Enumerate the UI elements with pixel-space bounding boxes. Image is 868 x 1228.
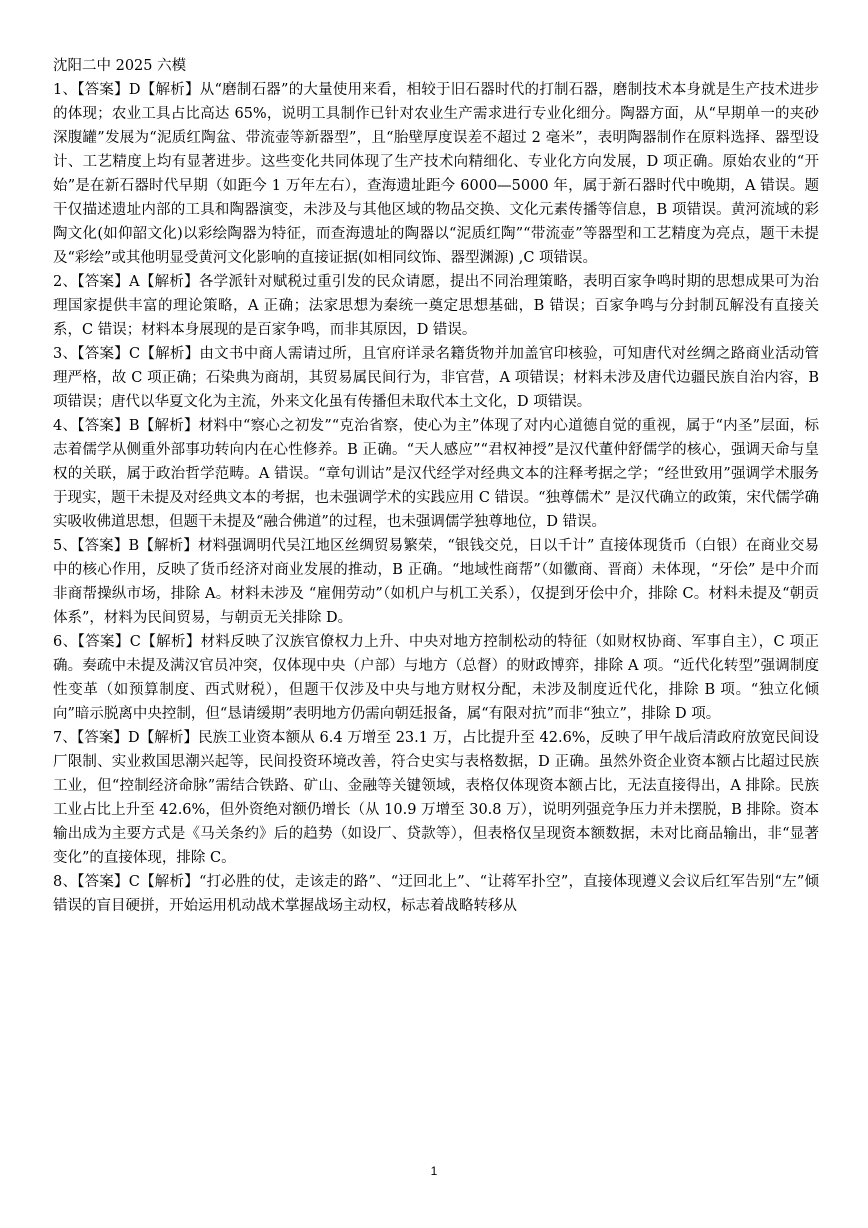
answer-paragraph-7: 7、【答案】D【解析】民族工业资本额从 6.4 万增至 23.1 万，占比提升至 42.6%，反映了甲午战后清政府放宽民间设厂限制、实业救国思潮兴起等，民间投资环境改善，符合史实与表格数据，D 正确。虽然外资企业资本额占比超过民族工业，但“控制经济命脉”需结合铁路、矿山、金融等关键领域，表格仅体现资本额占比，无法直接得出，A 排除。民族工业占比上升至 42.6%，但外资绝对额仍增长（从 10.9 万增至 30.8 万），说明列强竞争压力并未摆脱，B 排除。资本输出成为主要方式是《马关条约》后的趋势（如设厂、贷款等），但表格仅呈现资本额数据，未对比商品输出，非“显著变化”的直接体现，排除 C。 (53, 730, 819, 866)
answer-paragraph-5: 5、【答案】B【解析】材料强调明代吴江地区丝绸贸易繁荣，“银钱交兑，日以千计” 直接体现货币（白银）在商业交易中的核心作用，反映了货币经济对商业发展的推动，B 正确。“地域性商帮”（如徽商、晋商）未体现，“牙侩” 是中介而非商帮操纵市场，排除 A。材料未涉及 “雇佣劳动”（如机户与机工关系），仅提到牙侩中介，排除 C。材料未提及“朝贡体系”，材料为民间贸易，与朝贡无关排除 D。 (53, 538, 819, 626)
answer-paragraph-8: 8、【答案】C【解析】“打必胜的仗，走该走的路”、“迂回北上”、“让蒋军扑空”，直接体现遵义会议后红军告别“左”倾错误的盲目硬拼，开始运用机动战术掌握战场主动权，标志着战略转移从 (53, 874, 819, 914)
answer-paragraph-4: 4、【答案】B【解析】材料中“察心之初发”“克治省察，使心为主”体现了对内心道德自觉的重视，属于“内圣”层面，标志着儒学从侧重外部事功转向内在心性修养。B 正确。“天人感应”“君权神授”是汉代董仲舒儒学的核心，强调天命与皇权的关联，属于政治哲学范畴。A 错误。“章句训诂”是汉代经学对经典文本的注释考据之学；“经世致用”强调学术服务于现实，题干未提及对经典文本的考据，也未强调学术的实践应用 C 错误。“独尊儒术” 是汉代确立的政策，宋代儒学确实吸收佛道思想，但题干未提及“融合佛道”的过程，也未强调儒学独尊地位，D 错误。 (53, 418, 819, 530)
answer-paragraph-3: 3、【答案】C【解析】由文书中商人需请过所，且官府详录名籍货物并加盖官印核验，可知唐代对丝绸之路商业活动管理严格，故 C 项正确；石染典为商胡，其贸易属民间行为，非官营，A 项错误；材料未涉及唐代边疆民族自治内容，B 项错误；唐代以华夏文化为主流，外来文化虽有传播但未取代本土文化，D 项错误。 (53, 346, 819, 410)
answer-paragraph-2: 2、【答案】A【解析】各学派针对赋税过重引发的民众请愿，提出不同治理策略，表明百家争鸣时期的思想成果可为治理国家提供丰富的理论策略，A 正确；法家思想为秦统一奠定思想基础，B 错误；百家争鸣与分封制瓦解没有直接关系，C 错误；材料本身展现的是百家争鸣，而非其原因，D 错误。 (53, 274, 819, 338)
page-number: 1 (430, 1164, 438, 1178)
document-page (53, 54, 819, 918)
answer-paragraph-1: 1、【答案】D【解析】从“磨制石器”的大量使用来看，相较于旧石器时代的打制石器，磨制技术本身就是生产技术进步的体现；农业工具占比高达 65%，说明工具制作已针对农业生产需求进行专业化细分。陶器方面，从“早期单一的夹砂深腹罐”发展为“泥质红陶盆、带流壶等新器型”，且“胎壁厚度误差不超过 2 毫米”，表明陶器制作在原料选择、器型设计、工艺精度上均有显著进步。这些变化共同体现了生产技术向精细化、专业化方向发展，D 项正确。原始农业的“开始”是在新石器时代早期（如距今 1 万年左右），查海遗址距今 6000—5000 年，属于新石器时代中晚期，A 错误。题干仅描述遗址内部的工具和陶器演变，未涉及与其他区域的物品交换、文化元素传播等信息，B 项错误。黄河流域的彩陶文化(如仰韶文化)以彩绘陶器为特征，而查海遗址的陶器以“泥质红陶”“带流壶”等器型和工艺精度为亮点，题干未提及“彩绘”或其他明显受黄河文化影响的直接证据(如相同纹饰、器型渊源) ,C 项错误。 (53, 82, 819, 266)
document-title: 沈阳二中 2025 六模 (53, 58, 187, 74)
answer-paragraph-6: 6、【答案】C【解析】材料反映了汉族官僚权力上升、中央对地方控制松动的特征（如财权协商、军事自主），C 项正确。奏疏中未提及满汉官员冲突，仅体现中央（户部）与地方（总督）的财政博弈，排除 A 项。“近代化转型”强调制度性变革（如预算制度、西式财税），但题干仅涉及中央与地方财权分配，未涉及制度近代化，排除 B 项。“独立化倾向”暗示脱离中央控制，但“恳请缓期”表明地方仍需向朝廷报备，属“有限对抗”而非“独立”，排除 D 项。 (53, 634, 819, 722)
